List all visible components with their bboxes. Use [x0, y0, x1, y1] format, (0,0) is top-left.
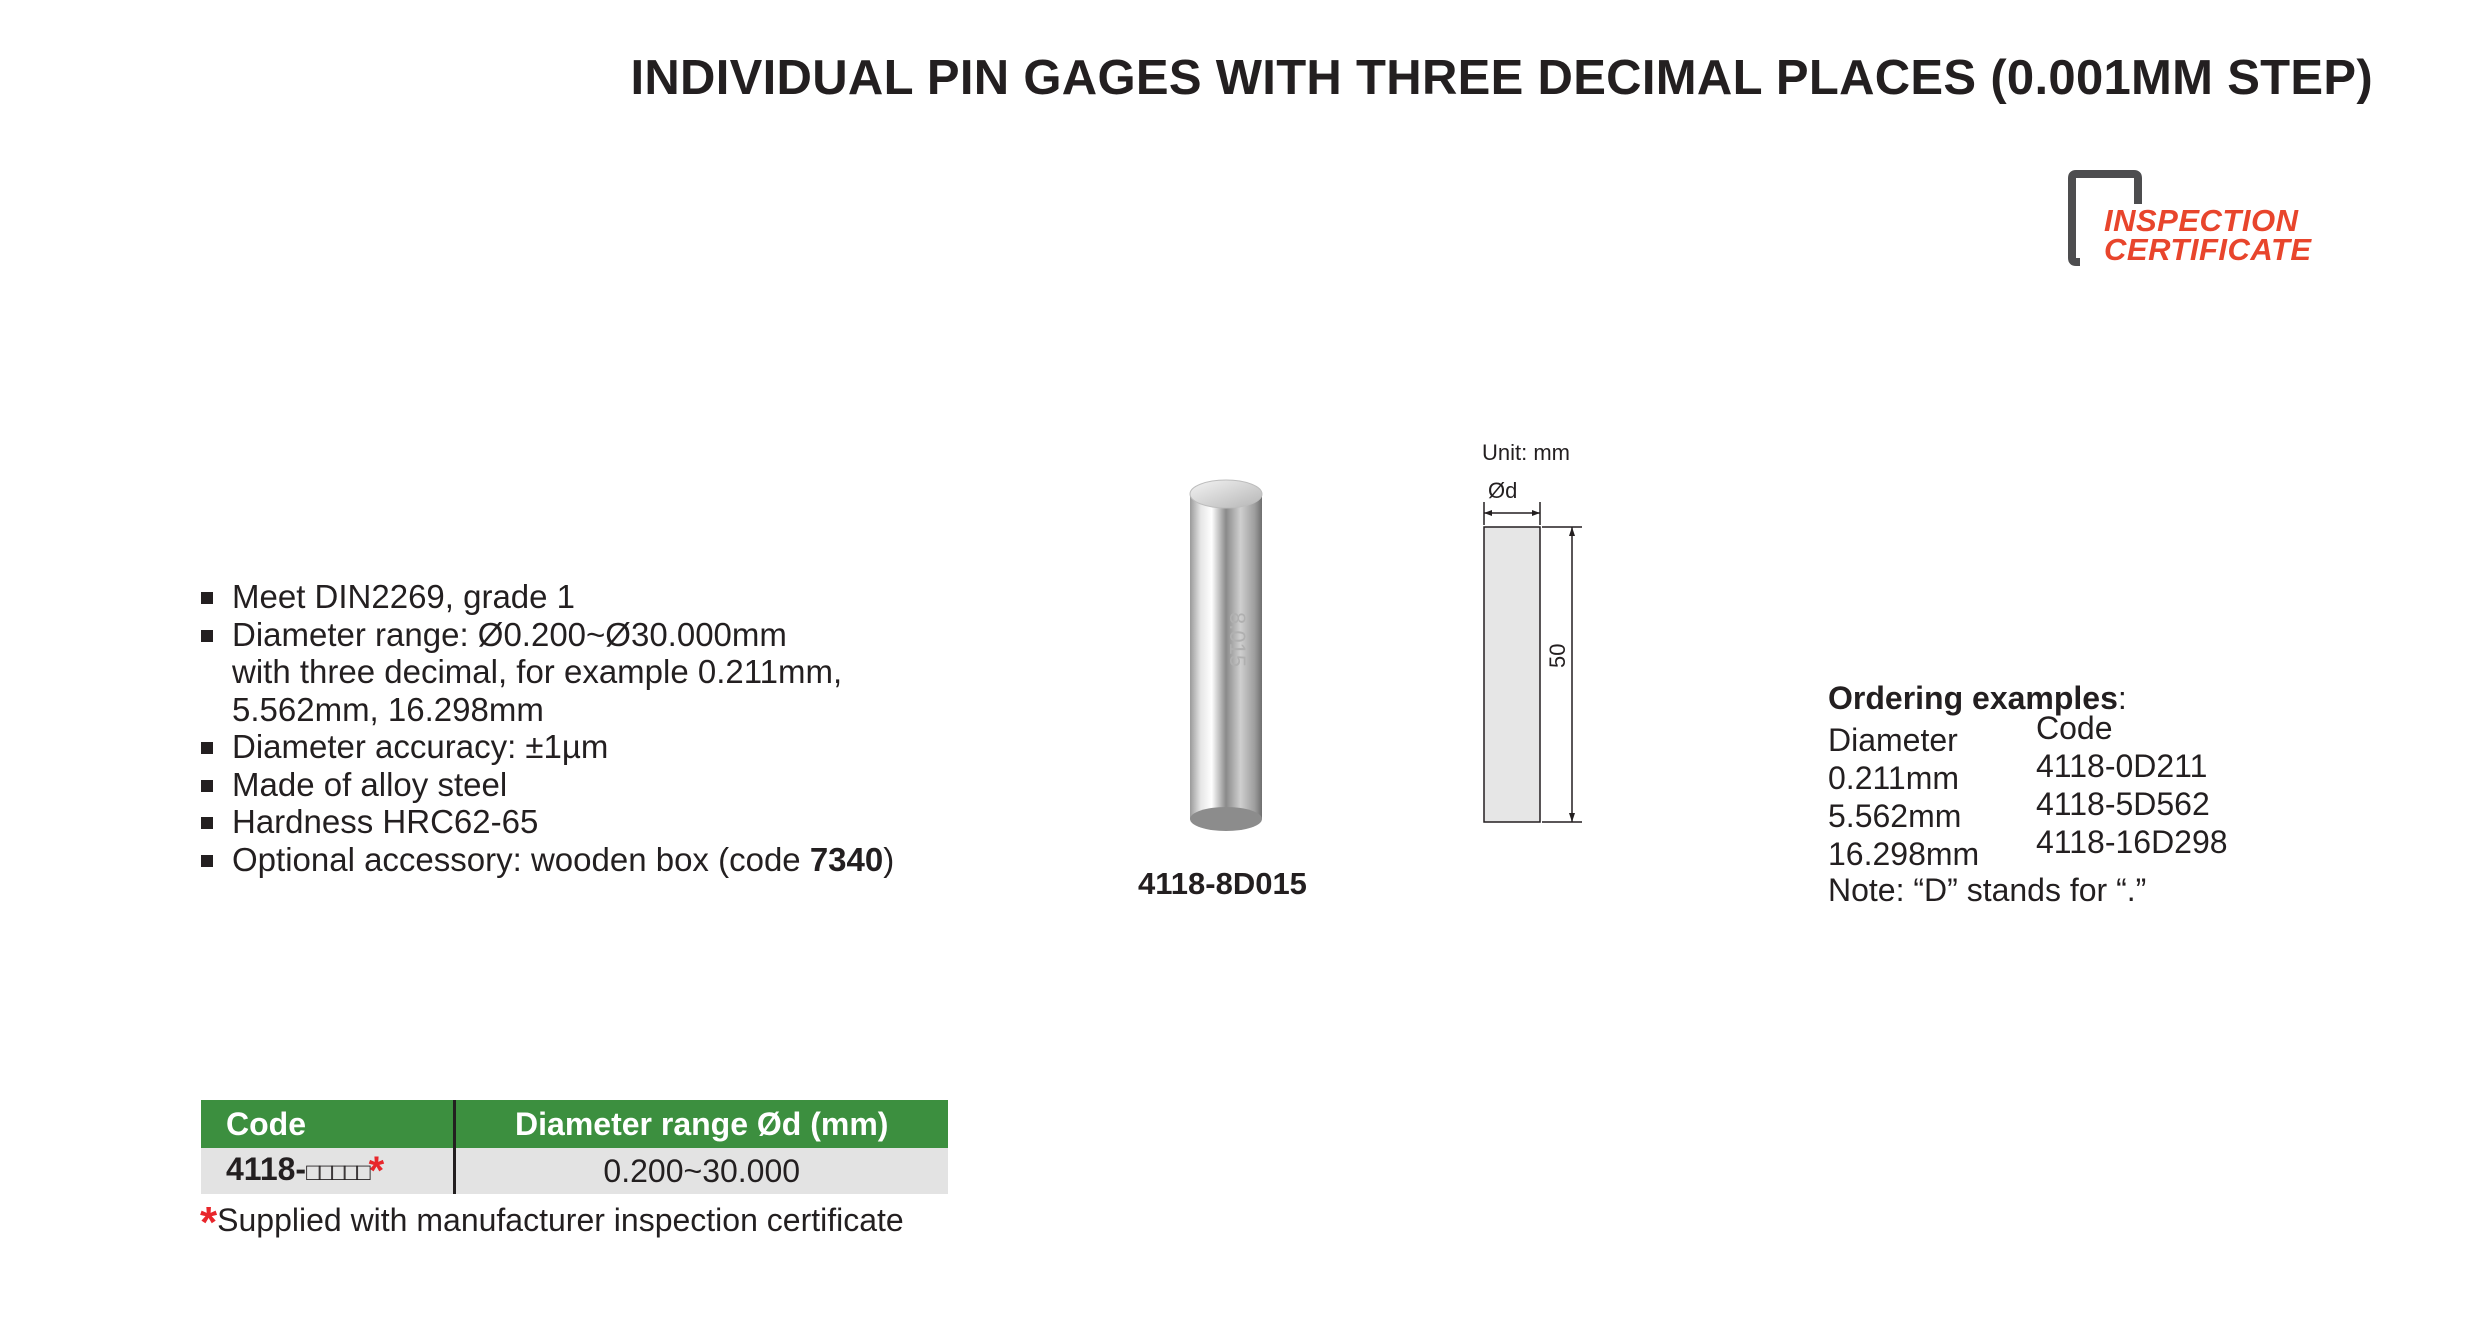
- logo-line-1: INSPECTION: [2104, 203, 2299, 238]
- bullet-icon: [201, 817, 213, 829]
- product-code-label: 4118-8D015: [1138, 866, 1307, 901]
- feature-list: [198, 578, 894, 878]
- code-table: [201, 1100, 948, 1194]
- feature-item: Meet DIN2269, grade 1: [198, 578, 894, 616]
- length-label: 50: [1545, 643, 1570, 668]
- ordering-heading: Ordering examples:: [1828, 680, 2127, 716]
- bullet-icon: [201, 592, 213, 604]
- ordering-header-row: [1828, 710, 2146, 758]
- asterisk-icon: *: [368, 1148, 385, 1193]
- asterisk-icon: *: [200, 1198, 218, 1247]
- table-row: [201, 1148, 948, 1194]
- dimension-drawing: [1470, 435, 1610, 835]
- code-column-header: Code: [2036, 710, 2113, 746]
- code-placeholder-boxes: □□□□□: [306, 1158, 369, 1186]
- feature-item: Hardness HRC62-65: [198, 803, 894, 841]
- ordering-examples: [1828, 680, 2228, 909]
- table-header-row: [201, 1100, 948, 1148]
- ordering-row: 16.298mm 4118-16D298: [1828, 824, 2228, 872]
- feature-item: Made of alloy steel: [198, 766, 894, 804]
- feature-item: Diameter accuracy: ±1µm: [198, 728, 894, 766]
- unit-label: Unit: mm: [1482, 440, 1570, 465]
- feature-item: Diameter range: Ø0.200~Ø30.000mm with three decimal, for example 0.211mm, 5.562mm, 16.298mm: [198, 616, 894, 729]
- bullet-icon: [201, 780, 213, 792]
- range-cell: 0.200~30.000: [454, 1148, 948, 1194]
- logo-line-2: CERTIFICATE: [2104, 232, 2312, 267]
- accessory-code: 7340: [809, 840, 884, 878]
- bullet-icon: [201, 855, 213, 867]
- bullet-icon: [201, 630, 213, 642]
- code-column-header: Code: [201, 1100, 454, 1148]
- bullet-icon: [201, 742, 213, 754]
- ordering-row: 0.211mm 4118-0D211: [1828, 748, 2208, 796]
- feature-item: Optional accessory: wooden box (code 7340): [198, 841, 894, 879]
- code-cell: 4118-□□□□□*: [201, 1148, 454, 1194]
- range-column-header: Diameter range Ød (mm): [454, 1100, 948, 1148]
- diameter-label: Ød: [1488, 478, 1518, 503]
- diameter-column-header: Diameter: [1828, 722, 1958, 758]
- inspection-certificate-logo: [2068, 170, 2368, 270]
- pin-engraving: 8.015: [1225, 612, 1250, 668]
- footnote: *Supplied with manufacturer inspection certificate: [200, 1198, 904, 1247]
- pin-gage-image: [1180, 472, 1270, 842]
- ordering-row: 5.562mm 4118-5D562: [1828, 786, 2210, 834]
- ordering-note: Note: “D” stands for “.”: [1828, 872, 2147, 908]
- page-title: INDIVIDUAL PIN GAGES WITH THREE DECIMAL PLACES (0.001MM STEP): [630, 51, 2373, 105]
